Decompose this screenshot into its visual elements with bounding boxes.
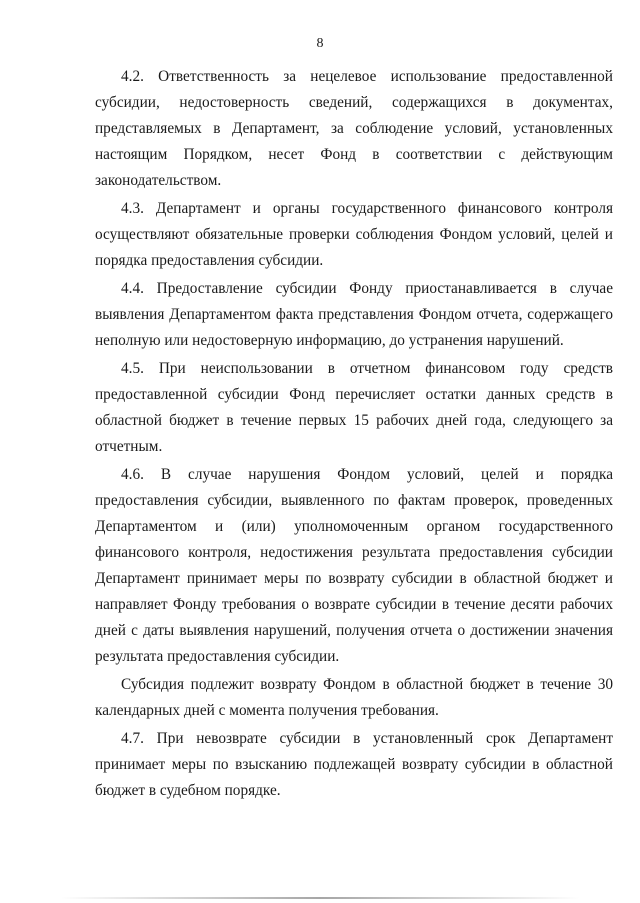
paragraph-4-4: 4.4. Предоставление субсидии Фонду приостанавливается в случае выявления Департаментом факта представления Фондом отчета, содержащего неполную или недостоверную информацию, до устранения нарушений. [95,280,613,349]
paragraph-4-3: 4.3. Департамент и органы государственного финансового контроля осуществляют обязательные проверки соблюдения Фондом условий, целей и порядка предоставления субсидии. [95,200,613,269]
paragraph-4-5: 4.5. При неиспользовании в отчетном финансовом году средств предоставленной субсидии Фонд перечисляет остатки данных средств в областной бюджет в течение первых 15 рабочих дней года, следующего за отчетным. [95,360,613,455]
paragraph-subsidy-return: Субсидия подлежит возврату Фондом в областной бюджет в течение 30 календарных дней с момента получения требования. [95,676,613,719]
scan-edge-mark [60,897,580,899]
paragraph-4-2: 4.2. Ответственность за нецелевое использование предоставленной субсидии, недостоверность сведений, содержащихся в документах, представляемых в Департамент, за соблюдение условий, установленных настоящим Порядком, несет Фонд в соответствии с действующим законодательством. [95,68,613,189]
paragraph-4-7: 4.7. При невозврате субсидии в установленный срок Департамент принимает меры по взысканию подлежащей возврату субсидии в областной бюджет в судебном порядке. [95,730,613,799]
document-body [95,64,613,806]
page-number: 8 [316,36,324,51]
paragraph-4-6: 4.6. В случае нарушения Фондом условий, целей и порядка предоставления субсидии, выявленного по фактам проверок, проведенных Департаментом и (или) уполномоченным органом государственного финансового контроля, недостижения результата предоставления субсидии Департамент принимает меры по возврату субсидии в областной бюджет и направляет Фонду требования о возврате субсидии в течение десяти рабочих дней с даты выявления нарушений, получения отчета о достижении значения результата предоставления субсидии. [95,466,613,665]
